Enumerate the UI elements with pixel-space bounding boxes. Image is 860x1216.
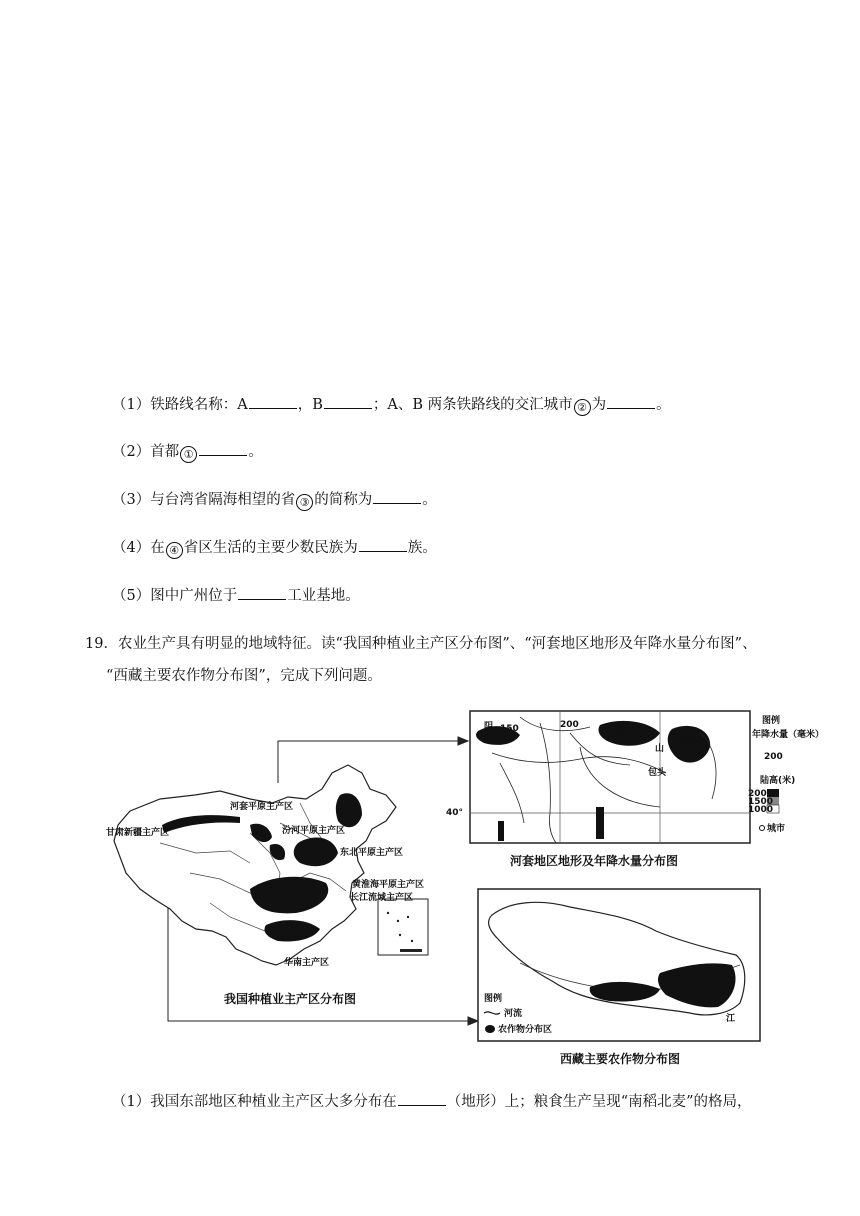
answer-blank[interactable] [607, 394, 655, 409]
hetao-rainfall-map [446, 711, 824, 868]
isohyet-label: 150 [500, 724, 519, 734]
q18-item-5 [112, 585, 360, 606]
circled-number: ④ [166, 542, 183, 559]
region-label: 长江流域主产区 [350, 893, 414, 903]
q18-item-4 [112, 537, 437, 559]
region-label: 甘肃新疆主产区 [106, 828, 170, 838]
q18-1-mid2: ；A、B 两条铁路线的交汇城市 [372, 397, 573, 413]
legend-elev-value: 1000 [748, 805, 774, 815]
q18-4-end: 族。 [407, 540, 437, 556]
tibet-crop-map [478, 889, 760, 1066]
legend-title: 图例 [762, 716, 781, 726]
circled-number: ② [574, 399, 591, 416]
q18-item-1 [112, 394, 671, 416]
legend-elev: 陆高(米) [760, 776, 796, 786]
q18-item-2 [112, 441, 263, 463]
region-label: 华南主产区 [284, 958, 330, 968]
legend-rain-sample: 200 [764, 752, 783, 762]
hetao-label: 包头 [648, 768, 667, 778]
answer-blank[interactable] [324, 394, 372, 409]
isohyet-label: 400 [678, 738, 697, 748]
tibet-map-caption: 西藏主要农作物分布图 [560, 1052, 681, 1066]
region-label: 黄淮海平原主产区 [352, 880, 425, 890]
isohyet-label: 300 [610, 726, 629, 736]
region-label: 东北平原主产区 [340, 848, 404, 858]
q18-3-mid: 的简称为 [314, 492, 373, 508]
tibet-label: 江 [726, 1014, 736, 1024]
q18-3-prefix: （3）与台湾省隔海相望的省 [112, 492, 296, 508]
crop-area-icon [485, 1025, 495, 1033]
hetao-label: 阴 [484, 722, 494, 732]
circled-number: ③ [296, 494, 313, 511]
legend-crop: 农作物分布区 [498, 1025, 553, 1035]
q18-5-prefix: （5）图中广州位于 [112, 588, 238, 604]
q18-1-mid1: ，B [297, 397, 323, 413]
circled-number: ① [180, 446, 197, 463]
china-map-caption: 我国种植业主产区分布图 [224, 992, 357, 1006]
q18-1-end: 。 [656, 397, 671, 413]
q19-item-1 [112, 1091, 752, 1112]
legend-title: 图例 [484, 994, 503, 1004]
latitude-label: 40° [446, 808, 464, 818]
q19-1-suffix: （地形）上；粮食生产呈现“南稻北麦”的格局， [446, 1094, 752, 1110]
q18-4-prefix: （4）在 [112, 540, 165, 556]
region-label: 河套平原主产区 [230, 802, 294, 812]
answer-blank[interactable] [398, 1091, 446, 1106]
legend-city: 城市 [767, 824, 786, 834]
q18-5-end: 工业基地。 [287, 588, 360, 604]
q19-figure [100, 703, 825, 1073]
legend-river: 河流 [504, 1009, 523, 1019]
hetao-map-caption: 河套地区地形及年降水量分布图 [510, 854, 679, 868]
legend-elev-value: 2000 [748, 789, 774, 799]
q18-4-mid: 省区生活的主要少数民族为 [183, 540, 358, 556]
answer-blank[interactable] [238, 585, 286, 600]
region-label: 汾河平原主产区 [282, 826, 346, 836]
q18-1-prefix: （1）铁路线名称：A [112, 397, 248, 413]
legend-elev-value: 1500 [748, 797, 774, 807]
city-icon [760, 826, 765, 831]
q19-stem-line1: 19．农业生产具有明显的地域特征。读“我国种植业主产区分布图”、“河套地区地形及年降水量分布图”、 [85, 636, 757, 652]
q18-item-3 [112, 489, 437, 511]
answer-blank[interactable] [359, 537, 407, 552]
china-crop-regions-map [106, 765, 428, 1006]
q19-stem-line2: “西藏主要农作物分布图”，完成下列问题。 [106, 668, 382, 684]
q18-1-suffix: 为 [591, 397, 607, 413]
legend-rain: 年降水量（毫米） [752, 730, 825, 740]
isohyet-label: 200 [560, 720, 579, 730]
q18-3-end: 。 [422, 492, 437, 508]
hetao-label: 山 [655, 744, 665, 754]
answer-blank[interactable] [199, 441, 247, 456]
answer-blank[interactable] [249, 394, 297, 409]
q19-1-prefix: （1）我国东部地区种植业主产区大多分布在 [112, 1094, 397, 1110]
answer-blank[interactable] [373, 489, 421, 504]
q18-2-prefix: （2）首都 [112, 444, 180, 460]
q18-2-end: 。 [248, 444, 263, 460]
